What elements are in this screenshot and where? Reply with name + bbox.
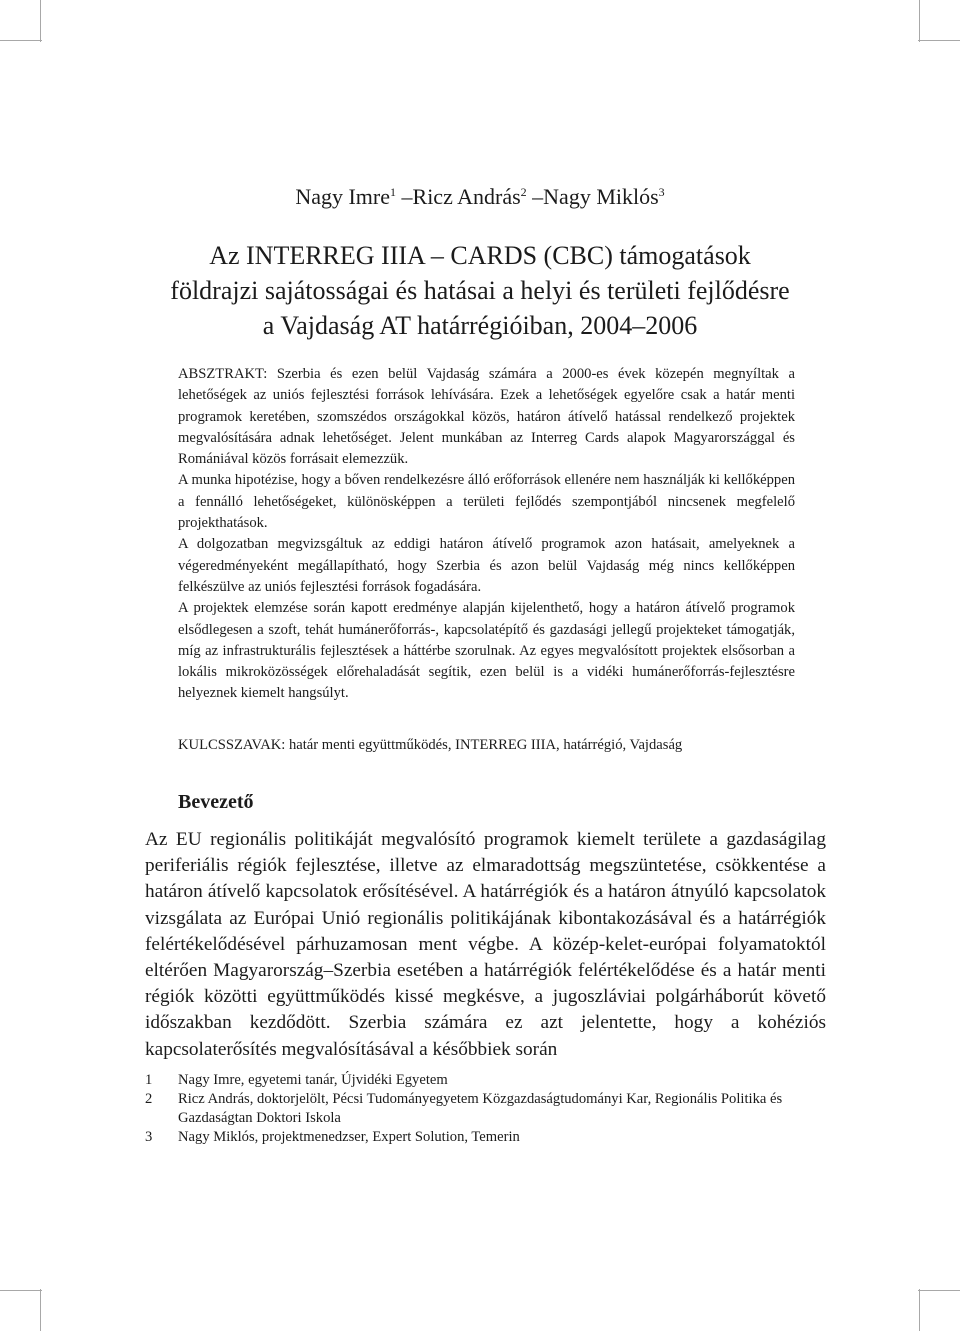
footnote-text: Nagy Imre, egyetemi tanár, Újvidéki Egyetem [178, 1072, 448, 1088]
intro-body [145, 827, 826, 1063]
author-footnote-ref: 3 [658, 185, 665, 199]
footnote-number: 3 [145, 1129, 153, 1145]
keywords: KULCSSZAVAK: határ menti együttműködés, INTERREG IIIA, határrégió, Vajdaság [178, 737, 683, 753]
title-line: a Vajdaság AT határrégióiban, 2004–2006 [262, 311, 698, 340]
author-separator: – [532, 184, 544, 209]
author-footnote-ref: 1 [390, 185, 397, 199]
crop-mark [0, 40, 42, 41]
abstract [178, 364, 795, 705]
paper-title [80, 238, 880, 343]
crop-mark [918, 40, 960, 41]
author-separator: – [401, 184, 413, 209]
footnotes [145, 1071, 826, 1147]
footnote-number: 1 [145, 1072, 153, 1088]
crop-mark [919, 0, 920, 42]
footnote-text: Ricz András, doktorjelölt, Pécsi Tudományegyetem Közgazdaságtudományi Kar, Regionális Politika és Gazdaságtan Doktori Iskola [178, 1091, 783, 1126]
footnote-number: 2 [145, 1091, 153, 1107]
author-name: Nagy Miklós [543, 184, 659, 209]
title-line: Az INTERREG IIIA – CARDS (CBC) támogatások [209, 241, 751, 270]
body-paragraph: Az EU regionális politikáját megvalósító programok kiemelt területe a gazdaságilag periferiális régiók fejlesztése, illetve az elmaradottság megszüntetése, csökkentése a határon átívelő kapcsolatok erősítésével. A határrégiók és a határon átnyúló kapcsolatok vizsgálata az Európai Unió regionális politikájának kibontakozásával és a határrégiók felértékelődésével párhuzamosan ment végbe. A közép-kelet-európai folyamatoktól eltérően Magyarország–Szerbia esetében a határrégiók felértékelődése és a határ menti régiók közötti együttműködés kissé megkésve, a jugoszláviai polgárháborút követő időszakban kezdődött. Szerbia számára ez azt jelentette, hogy a kohéziós kapcsolaterősítés megvalósításával a későbbiek során [145, 829, 826, 1060]
author-footnote-ref: 2 [520, 185, 527, 199]
footnote-text: Nagy Miklós, projektmenedzser, Expert Solution, Temerin [178, 1129, 520, 1145]
crop-mark [0, 1290, 42, 1291]
author-name: Ricz András [412, 184, 521, 209]
abstract-paragraph: A munka hipotézise, hogy a bőven rendelkezésre álló erőforrások ellenére nem használják ki kellőképpen a fennálló lehetőségeket, különösképpen a területi fejlődés szempontjából nincsenek megfelelő projekthatások. [178, 472, 795, 532]
section-heading: Bevezető [178, 791, 254, 813]
title-line: földrajzi sajátosságai és hatásai a helyi és területi fejlődésre [170, 276, 790, 305]
author-name: Nagy Imre [295, 184, 391, 209]
crop-mark [919, 1289, 920, 1331]
abstract-paragraph: A dolgozatban megvizsgáltuk az eddigi határon átívelő programok azon hatásait, amelyeknek a végeredményeként megállapítható, hogy Szerbia és azon belül Vajdaság még nincs kellőképpen felkészülve az uniós fejlesztési források fogadására. [178, 536, 795, 595]
author-line [0, 181, 960, 213]
abstract-paragraph: ABSZTRAKT: Szerbia és ezen belül Vajdaság számára a 2000-es évek közepén megnyíltak a lehetőségek az uniós fejlesztési források lehívására. Ezek a lehetőségek egyelőre csak a határ menti programok keretében, szomszédos országokkal közös, határon átívelő hatással rendelkező projektek megvalósítására adnak lehetőséget. Jelent munkában az Interreg Cards alapok Magyarországgal és Romániával közös forrásait elemezzük. [178, 366, 795, 468]
crop-mark [40, 0, 41, 42]
footnote [145, 1090, 826, 1128]
footnote [145, 1128, 826, 1147]
crop-mark [918, 1290, 960, 1291]
crop-mark [40, 1289, 41, 1331]
footnote [145, 1071, 826, 1090]
abstract-paragraph: A projektek elemzése során kapott eredménye alapján kijelenthető, hogy a határon átívelő programok elsődlegesen a szoft, tehát humánerőforrás-, kapcsolatépítő és gazdasági jellegű projekteket támogatják, míg az infrastrukturális fejlesztések a háttérbe szorulnak. Az egyes megvalósított projektek elsősorban a lokális mikroközösségek előrehaladását segítik, ezen belül is a vidéki humánerőforrás-fejlesztésre helyeznek kiemelt hangsúlyt. [178, 600, 795, 702]
